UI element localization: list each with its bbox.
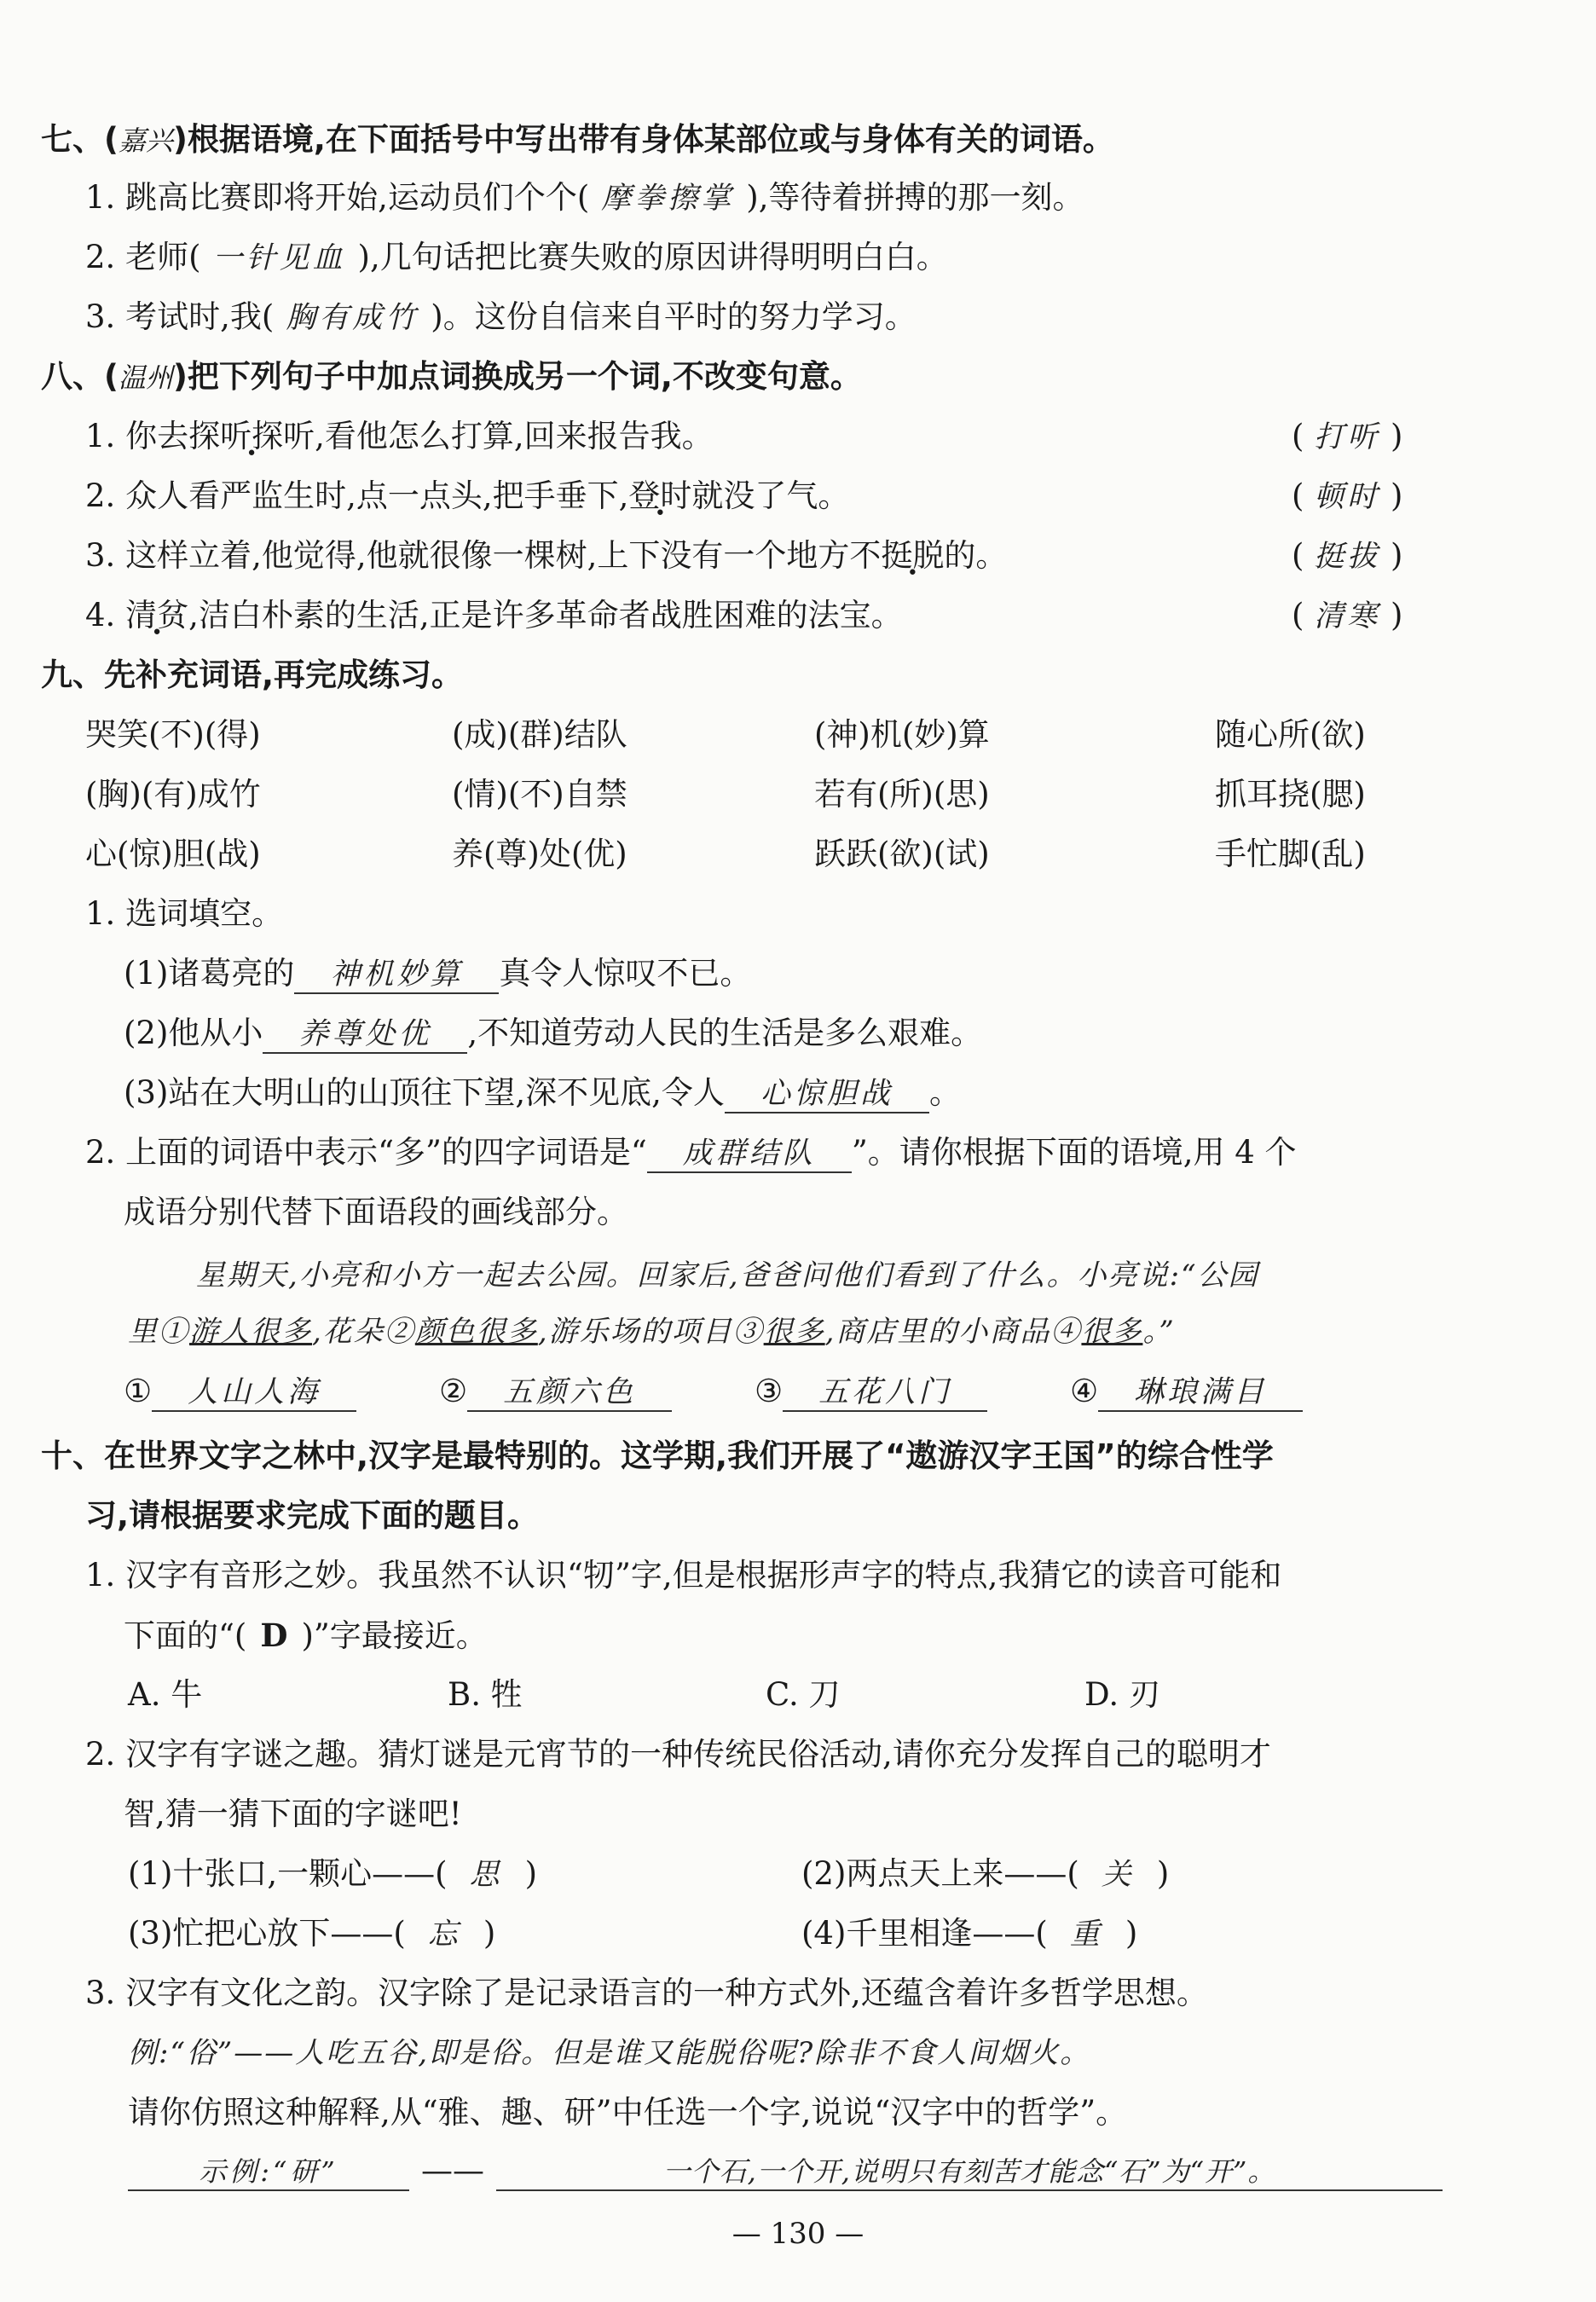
s8-item-3 xyxy=(85,534,1007,578)
section-10-heading-line2: 习,请根据要求完成下面的题目。 xyxy=(85,1497,540,1534)
riddle-3 xyxy=(128,1912,495,1957)
section-8-source: 温州 xyxy=(118,361,173,394)
option-b[interactable]: B. 牲 xyxy=(448,1676,523,1713)
s8-item-4-dotted-word: 清贫 xyxy=(125,597,189,633)
idiom-cell[interactable]: 哭笑(不)(得) xyxy=(85,716,261,753)
s8-item-2-post: 就没了气。 xyxy=(691,477,850,514)
s9-q2-pre: 2. 上面的词语中表示“多”的四字词语是“ xyxy=(85,1134,647,1171)
s10-q2-line1: 2. 汉字有字谜之趣。猜灯谜是元宵节的一种传统民俗活动,请你充分发挥自己的聪明才 xyxy=(85,1736,1271,1773)
riddle-3-text: (3)忙把心放下——( xyxy=(128,1915,406,1952)
s10-q1-line2 xyxy=(124,1613,488,1658)
idiom-cell[interactable]: (神)机(妙)算 xyxy=(814,716,990,753)
s7-item-3 xyxy=(85,295,917,340)
s9-q1-title: 1. 选词填空。 xyxy=(85,895,284,932)
riddle-2-close: ) xyxy=(1156,1855,1170,1892)
s8-item-1-answer: 打听 xyxy=(1314,420,1381,454)
s7-item-2-post: ),几句话把比赛失败的原因讲得明明白白。 xyxy=(357,239,948,275)
s8-item-4-pre: 4. xyxy=(85,597,126,633)
s9-idiom-answer-4 xyxy=(1070,1369,1303,1414)
s8-item-1-dotted-word: 探听探听 xyxy=(188,418,315,454)
s8-item-3-answer: 挺拔 xyxy=(1314,540,1381,574)
s8-item-3-dotted-word: 挺脱 xyxy=(881,537,945,574)
s8-item-4-post: ,洁白朴素的生活,正是许多革命者战胜困难的法宝。 xyxy=(188,597,903,633)
s7-item-2-answer[interactable]: 一针见血 xyxy=(212,241,346,275)
answer-number: ② xyxy=(439,1373,468,1409)
s9-q1-item-3 xyxy=(124,1071,961,1115)
answer-number: ④ xyxy=(1070,1373,1099,1409)
s7-item-3-text: 3. 考试时,我( xyxy=(85,298,275,335)
riddle-2 xyxy=(801,1852,1169,1897)
idiom-cell[interactable]: 随心所(欲) xyxy=(1215,716,1366,753)
answer-number: ③ xyxy=(755,1373,784,1409)
passage-underline-4: 很多 xyxy=(1081,1315,1143,1349)
s9-idiom-answer-1 xyxy=(124,1369,356,1414)
s9-q1-item-2-post: ,不知道劳动人民的生活是多么艰难。 xyxy=(467,1015,983,1051)
riddle-4-close: ) xyxy=(1125,1915,1138,1952)
s9-passage-line2 xyxy=(128,1310,1176,1354)
page-number: — 130 — xyxy=(732,2217,864,2251)
s8-item-1-pre: 1. 你去 xyxy=(85,418,189,454)
s8-item-1 xyxy=(85,414,714,459)
s8-item-1-answer-box[interactable]: ( 打听 ) xyxy=(1292,418,1403,454)
section-8-heading xyxy=(41,355,862,400)
riddle-1-text: (1)十张口,一颗心——( xyxy=(128,1855,448,1892)
s7-item-3-post: )。这份自信来自平时的努力学习。 xyxy=(431,298,917,335)
option-c[interactable]: C. 刀 xyxy=(766,1676,841,1713)
s7-item-3-answer[interactable]: 胸有成竹 xyxy=(286,301,419,335)
idiom-cell[interactable]: (胸)(有)成竹 xyxy=(85,776,261,813)
section-7-source: 嘉兴 xyxy=(118,124,173,157)
idiom-cell[interactable]: (情)(不)自禁 xyxy=(452,776,627,813)
s10-q1-line1: 1. 汉字有音形之妙。我虽然不认识“牣”字,但是根据形声字的特点,我猜它的读音可能和 xyxy=(85,1557,1282,1593)
passage-text: ,花朵② xyxy=(312,1315,415,1349)
s9-q1-item-3-post: 。 xyxy=(928,1074,961,1111)
s9-q1-item-1-answer[interactable]: 神机妙算 xyxy=(294,957,499,994)
s7-item-1-post: ),等待着拼搏的那一刻。 xyxy=(746,179,1084,216)
passage-underline-1: 游人很多 xyxy=(189,1315,312,1349)
s7-item-2 xyxy=(85,235,948,281)
s8-item-4-answer-box[interactable]: ( 清寒 ) xyxy=(1292,597,1403,633)
riddle-1-answer[interactable]: 思 xyxy=(469,1858,503,1892)
s9-q2-answer[interactable]: 成群结队 xyxy=(647,1136,852,1173)
s8-item-1-post: ,看他怎么打算,回来报告我。 xyxy=(315,418,714,454)
s9-idiom-answer-1-field[interactable]: 人山人海 xyxy=(152,1374,356,1412)
s10-q1-post: )”字最接近。 xyxy=(301,1617,488,1654)
section-7-heading xyxy=(41,118,1114,163)
s8-item-4 xyxy=(85,593,903,638)
s7-item-1-text: 1. 跳高比赛即将开始,运动员们个个( xyxy=(85,179,590,216)
idiom-cell[interactable]: 若有(所)(思) xyxy=(814,776,990,813)
s9-idiom-answer-4-field[interactable]: 琳琅满目 xyxy=(1098,1374,1303,1412)
riddle-2-text: (2)两点天上来——( xyxy=(801,1855,1079,1892)
section-9-heading: 九、先补充词语,再完成练习。 xyxy=(41,656,464,693)
s7-item-1 xyxy=(85,176,1084,221)
s9-q1-item-2-answer[interactable]: 养尊处优 xyxy=(263,1016,467,1054)
section-7-label: 七、( xyxy=(41,121,119,158)
s10-q3-instruction: 请你仿照这种解释,从“雅、趣、研”中任选一个字,说说“汉字中的哲学”。 xyxy=(128,2094,1128,2131)
option-a[interactable]: A. 牛 xyxy=(128,1676,203,1713)
section-8-title: )把下列句子中加点词换成另一个词,不改变句意。 xyxy=(172,358,862,395)
option-d[interactable]: D. 刃 xyxy=(1084,1676,1160,1713)
s9-q1-item-1-pre: (1)诸葛亮的 xyxy=(124,955,295,992)
answer-number: ① xyxy=(124,1373,153,1409)
s8-item-3-answer-box[interactable]: ( 挺拔 ) xyxy=(1292,537,1403,574)
s8-item-4-answer: 清寒 xyxy=(1314,599,1381,633)
riddle-2-answer[interactable]: 关 xyxy=(1101,1858,1135,1892)
passage-text: ,商店里的小商品④ xyxy=(824,1315,1082,1349)
s9-q2-line1 xyxy=(85,1131,1297,1175)
s9-idiom-answer-2-field[interactable]: 五颜六色 xyxy=(467,1374,672,1412)
riddle-1 xyxy=(128,1852,537,1897)
passage-underline-3: 很多 xyxy=(763,1315,825,1349)
s10-q3-answer-text[interactable]: 一个石,一个开,说明只有刻苦才能念“石”为“开”。 xyxy=(496,2154,1443,2191)
s10-q3-dash: —— xyxy=(421,2152,484,2189)
s8-item-2 xyxy=(85,474,849,518)
passage-text: 。” xyxy=(1142,1315,1176,1349)
riddle-1-close: ) xyxy=(524,1855,538,1892)
idiom-cell[interactable]: 手忙脚(乱) xyxy=(1215,836,1366,872)
s9-q1-item-1 xyxy=(124,951,751,996)
s10-q2-line2: 智,猜一猜下面的字谜吧! xyxy=(124,1796,462,1832)
s9-q2-post: ”。请你根据下面的语境,用 4 个 xyxy=(851,1134,1297,1171)
idiom-cell[interactable]: (成)(群)结队 xyxy=(452,716,627,753)
s10-q3-example: 例:“俗”——人吃五谷,即是俗。但是谁又能脱俗呢?除非不食人间烟火。 xyxy=(128,2036,1091,2070)
idiom-cell[interactable]: 跃跃(欲)(试) xyxy=(814,836,990,872)
s8-item-2-answer: 顿时 xyxy=(1314,480,1381,514)
idiom-cell[interactable]: 心(惊)胆(战) xyxy=(85,836,261,872)
passage-underline-2: 颜色很多 xyxy=(414,1315,538,1349)
idiom-cell[interactable]: 抓耳挠(腮) xyxy=(1215,776,1366,813)
s9-passage-line1: 星期天,小亮和小方一起去公园。回家后,爸爸问他们看到了什么。小亮说:“公园 xyxy=(196,1258,1259,1293)
riddle-3-answer[interactable]: 忘 xyxy=(427,1917,461,1952)
riddle-4 xyxy=(801,1912,1137,1957)
s9-idiom-answer-3 xyxy=(755,1369,987,1414)
s9-q1-item-2 xyxy=(124,1011,982,1056)
s9-q1-item-3-answer[interactable]: 心惊胆战 xyxy=(725,1076,929,1113)
s10-q3-answer-line xyxy=(128,2149,1443,2193)
s8-item-2-dotted-word: 登时 xyxy=(628,477,692,514)
passage-text: ,游乐场的项目③ xyxy=(537,1315,764,1349)
s9-idiom-answer-2 xyxy=(439,1369,672,1414)
s10-q1-pre: 下面的“( xyxy=(124,1617,247,1654)
s8-item-2-answer-box[interactable]: ( 顿时 ) xyxy=(1292,477,1403,514)
riddle-4-text: (4)千里相逢——( xyxy=(801,1915,1048,1952)
riddle-4-answer[interactable]: 重 xyxy=(1069,1917,1103,1952)
s9-idiom-answer-3-field[interactable]: 五花八门 xyxy=(783,1374,987,1412)
s8-item-3-pre: 3. 这样立着,他觉得,他就很像一棵树,上下没有一个地方不 xyxy=(85,537,882,574)
s9-q2-line2: 成语分别代替下面语段的画线部分。 xyxy=(124,1194,628,1230)
s9-q1-item-1-post: 真令人惊叹不已。 xyxy=(499,955,752,992)
s10-q3-answer-word[interactable]: 示例:“研” xyxy=(128,2154,409,2191)
s10-q1-answer[interactable]: D xyxy=(260,1617,288,1654)
section-8-label: 八、( xyxy=(41,358,119,395)
s8-item-3-post: 的。 xyxy=(944,537,1008,574)
idiom-cell[interactable]: 养(尊)处(优) xyxy=(452,836,627,872)
s9-q1-item-2-pre: (2)他从小 xyxy=(124,1015,263,1051)
s8-item-2-pre: 2. 众人看严监生时,点一点头,把手垂下, xyxy=(85,477,629,514)
s7-item-2-text: 2. 老师( xyxy=(85,239,201,275)
s10-q3-line1: 3. 汉字有文化之韵。汉字除了是记录语言的一种方式外,还蕴含着许多哲学思想。 xyxy=(85,1975,1208,2011)
s9-q1-item-3-pre: (3)站在大明山的山顶往下望,深不见底,令人 xyxy=(124,1074,725,1111)
riddle-3-close: ) xyxy=(483,1915,496,1952)
section-7-title: )根据语境,在下面括号中写出带有身体某部位或与身体有关的词语。 xyxy=(172,121,1114,158)
passage-text: 里① xyxy=(128,1315,189,1349)
s7-item-1-answer[interactable]: 摩拳擦掌 xyxy=(601,182,735,216)
section-10-heading-line1: 十、在世界文字之林中,汉字是最特别的。这学期,我们开展了“遨游汉字王国”的综合性学 xyxy=(41,1437,1274,1474)
